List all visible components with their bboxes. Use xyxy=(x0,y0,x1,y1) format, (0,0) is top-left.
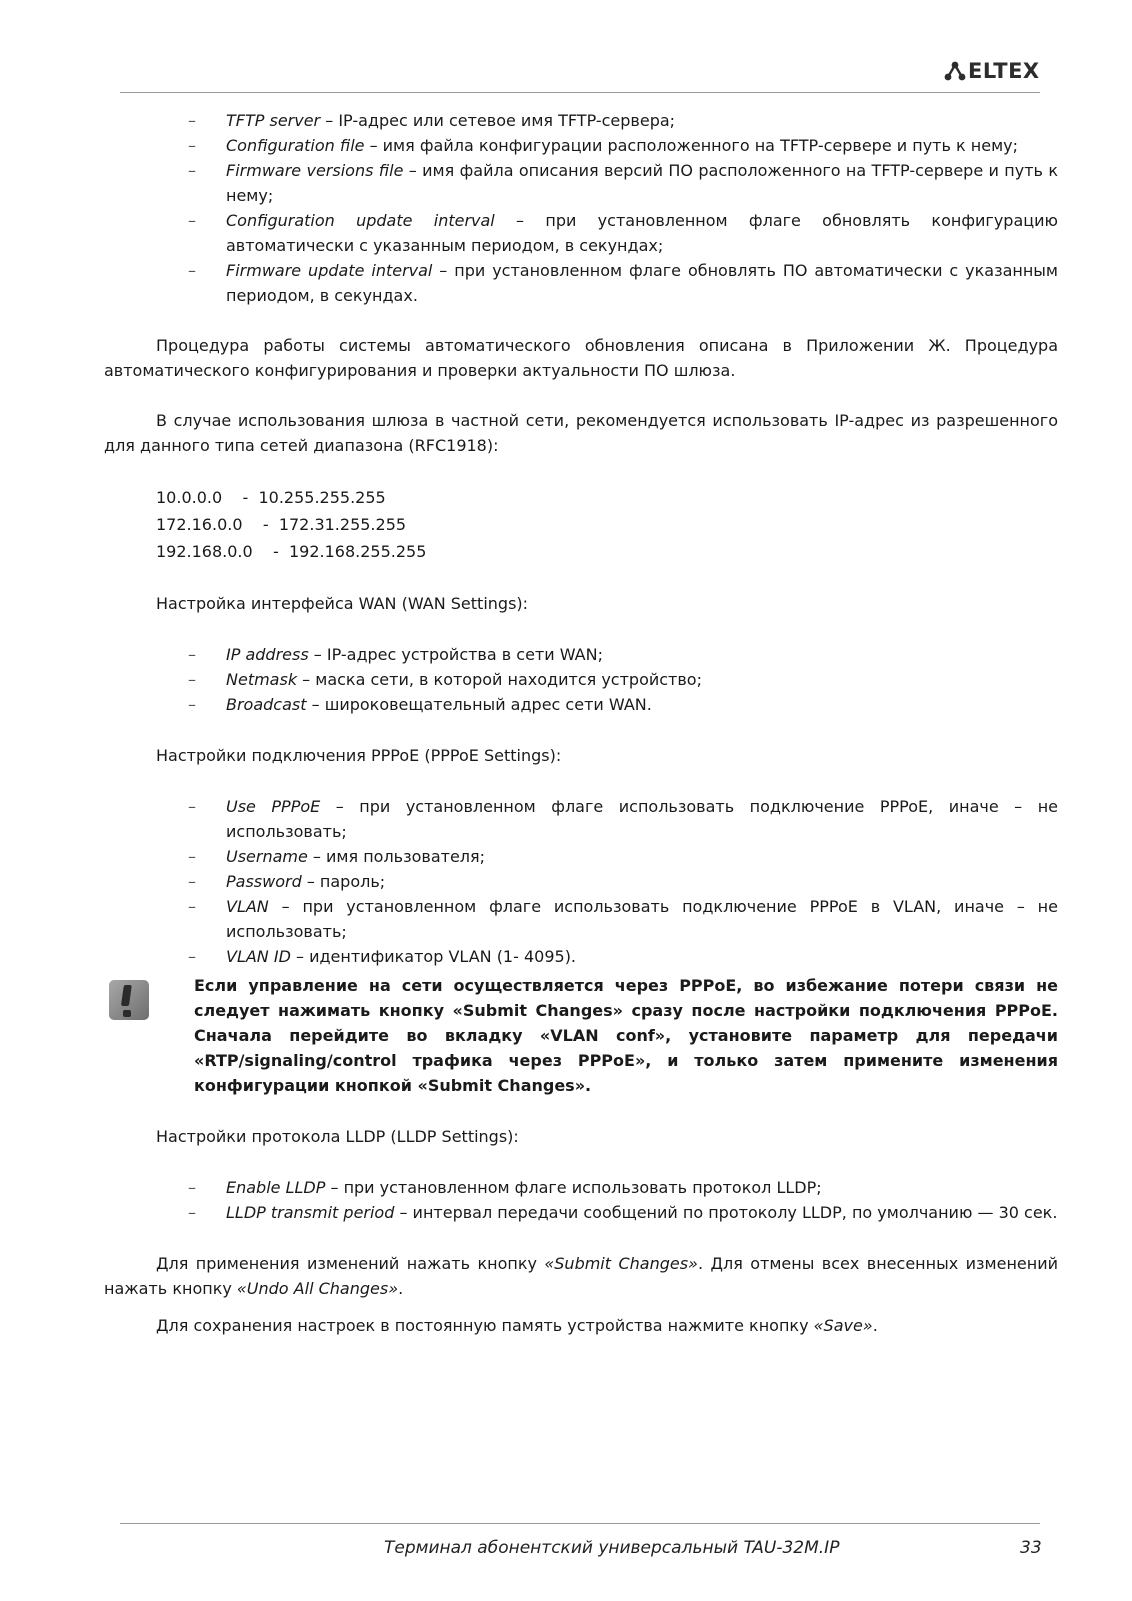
paragraph-private-network: В случае использования шлюза в частной сети, рекомендуется использовать IP-адрес из разрешенного для данного типа сетей диапазона (RFC1918): xyxy=(104,411,1058,455)
list-item xyxy=(104,1200,1058,1225)
ip-range-row xyxy=(156,484,1058,511)
item-description: – IP-адрес или сетевое имя TFTP-сервера; xyxy=(320,111,676,130)
item-term: IP address xyxy=(226,645,309,664)
pppoe-settings-list xyxy=(104,794,1058,969)
list-item xyxy=(104,944,1058,969)
list-item xyxy=(104,844,1058,869)
ip-range-from: 10.0.0.0 xyxy=(156,488,223,507)
item-description: – при установленном флаге использовать протокол LLDP; xyxy=(325,1178,822,1197)
item-description: – имя пользователя; xyxy=(307,847,486,866)
page-content xyxy=(104,108,1058,1338)
item-description: – имя файла описания версий ПО расположенного на TFTP-сервере и путь к нему; xyxy=(226,161,1058,205)
item-term: VLAN ID xyxy=(226,947,291,966)
wan-heading: Настройка интерфейса WAN (WAN Settings): xyxy=(156,594,529,613)
warning-exclamation-icon xyxy=(106,977,152,1023)
warning-text: Если управление на сети осуществляется через PPPoE, во избежание потери связи не следует нажимать кнопку «Submit Changes» сразу после настройки подключения PPPoE. Сначала перейдите во вкладку «VLAN conf», установите параметр для передачи «RTP/signaling/control трафика через PPPoE», и только затем примените изменения конфигурации кнопкой «Submit Changes». xyxy=(194,976,1058,1095)
item-description: – интервал передачи сообщений по протоколу LLDP, по умолчанию — 30 сек. xyxy=(394,1203,1058,1222)
item-description: – широковещательный адрес сети WAN. xyxy=(306,695,652,714)
dash-bullet: – xyxy=(188,645,196,664)
lldp-settings-list xyxy=(104,1175,1058,1225)
list-item xyxy=(104,794,1058,844)
eltex-logo xyxy=(944,54,1040,88)
ip-range-row xyxy=(156,538,1058,565)
list-item xyxy=(104,642,1058,667)
list-item xyxy=(104,258,1058,308)
item-term: Username xyxy=(226,847,308,866)
item-description: – при установленном флаге обновлять конфигурацию автоматически с указанным периодом, в секундах; xyxy=(226,211,1058,255)
footer-title: Терминал абонентский универсальный TAU-32M.IP xyxy=(384,1538,840,1558)
item-description: – при установленном флаге использовать подключение PPPoE в VLAN, иначе – не использовать; xyxy=(226,897,1058,941)
item-term: Broadcast xyxy=(226,695,307,714)
save-text-2: . xyxy=(872,1316,878,1335)
list-item xyxy=(104,894,1058,944)
item-description: – маска сети, в которой находится устройство; xyxy=(297,670,702,689)
ip-range-row xyxy=(156,511,1058,538)
dash-bullet: – xyxy=(188,161,196,180)
warning-note xyxy=(104,973,1058,1098)
ip-range-sep: - xyxy=(252,542,289,561)
item-description: – при установленном флаге обновлять ПО автоматически с указанным периодом, в секундах. xyxy=(226,261,1059,305)
ip-range-to: 192.168.255.255 xyxy=(289,542,427,561)
item-description: – IP-адрес устройства в сети WAN; xyxy=(308,645,603,664)
list-item xyxy=(104,869,1058,894)
list-item xyxy=(104,108,1058,133)
dash-bullet: – xyxy=(188,670,196,689)
list-item xyxy=(104,133,1058,158)
ip-range-from: 192.168.0.0 xyxy=(156,542,253,561)
header-rule xyxy=(120,92,1040,93)
ip-ranges xyxy=(104,484,1058,565)
item-term: Netmask xyxy=(226,670,298,689)
item-term: TFTP server xyxy=(226,111,321,130)
item-term: Use PPPoE xyxy=(226,797,321,816)
list-item xyxy=(104,1175,1058,1200)
paragraph-save xyxy=(104,1313,1058,1338)
ip-range-to: 172.31.255.255 xyxy=(278,515,407,534)
item-description: – идентификатор VLAN (1- 4095). xyxy=(290,947,577,966)
item-description: – при установленном флаге использовать подключение PPPoE, иначе – не использовать; xyxy=(226,797,1059,841)
item-term: Firmware update interval xyxy=(226,261,433,280)
footer-rule xyxy=(120,1523,1040,1524)
page-number: 33 xyxy=(1020,1538,1042,1558)
item-description: – имя файла конфигурации расположенного на TFTP-сервере и путь к нему; xyxy=(364,136,1018,155)
undo-changes-label: «Undo All Changes» xyxy=(236,1279,399,1298)
wan-settings-list xyxy=(104,642,1058,717)
ip-range-to: 10.255.255.255 xyxy=(258,488,386,507)
item-term: VLAN xyxy=(226,897,269,916)
pppoe-heading: Настройки подключения PPPoE (PPPoE Settings): xyxy=(156,746,562,765)
save-text-1: Для сохранения настроек в постоянную память устройства нажмите кнопку xyxy=(156,1316,814,1335)
paragraph-apply-changes xyxy=(104,1251,1058,1301)
item-term: Configuration file xyxy=(226,136,365,155)
eltex-logo-icon xyxy=(944,60,966,82)
dash-bullet: – xyxy=(188,136,196,155)
dash-bullet: – xyxy=(188,695,196,714)
submit-changes-label: «Submit Changes» xyxy=(544,1254,698,1273)
lldp-heading: Настройки протокола LLDP (LLDP Settings): xyxy=(156,1127,519,1146)
item-term: Enable LLDP xyxy=(226,1178,326,1197)
ip-range-from: 172.16.0.0 xyxy=(156,515,243,534)
apply-text-1: Для применения изменений нажать кнопку xyxy=(156,1254,545,1273)
item-term: Firmware versions file xyxy=(226,161,404,180)
dash-bullet: – xyxy=(188,872,196,891)
apply-text-2: . Для отмены всех внесенных изменений нажать кнопку xyxy=(104,1254,1059,1298)
logo-text: ELTEX xyxy=(968,58,1040,83)
ip-range-sep: - xyxy=(222,488,259,507)
dash-bullet: – xyxy=(188,111,196,130)
dash-bullet: – xyxy=(188,211,196,230)
dash-bullet: – xyxy=(188,947,196,966)
list-item xyxy=(104,208,1058,258)
tftp-settings-list xyxy=(104,108,1058,308)
item-term: Password xyxy=(226,872,302,891)
item-description: – пароль; xyxy=(301,872,386,891)
dash-bullet: – xyxy=(188,261,196,280)
list-item xyxy=(104,158,1058,208)
dash-bullet: – xyxy=(188,1178,196,1197)
list-item xyxy=(104,692,1058,717)
item-term: Configuration update interval xyxy=(226,211,495,230)
dash-bullet: – xyxy=(188,847,196,866)
dash-bullet: – xyxy=(188,897,196,916)
apply-text-3: . xyxy=(398,1279,404,1298)
save-label: «Save» xyxy=(813,1316,873,1335)
ip-range-sep: - xyxy=(242,515,279,534)
paragraph-auto-update: Процедура работы системы автоматического обновления описана в Приложении Ж. Процедура автоматического конфигурирования и проверки актуальности ПО шлюза. xyxy=(104,336,1058,380)
list-item xyxy=(104,667,1058,692)
dash-bullet: – xyxy=(188,1203,196,1222)
item-term: LLDP transmit period xyxy=(226,1203,395,1222)
dash-bullet: – xyxy=(188,797,196,816)
